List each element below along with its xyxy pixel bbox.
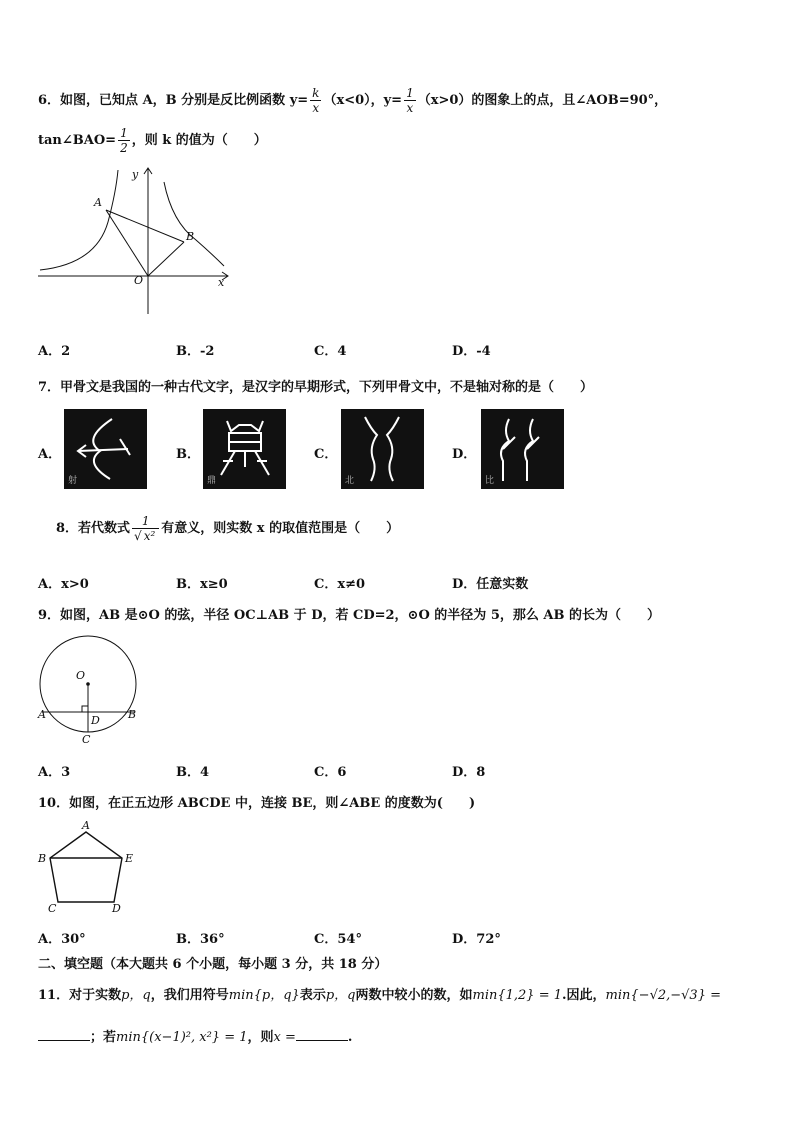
q7-option-a-label[interactable]: A． bbox=[38, 447, 62, 462]
q6-cond1: （x<0），y= bbox=[323, 93, 403, 108]
q6-question: ，则 k 的值为（ ） bbox=[131, 133, 267, 148]
section-2-heading: 二、填空题（本大题共 6 个小题，每小题 3 分，共 18 分） bbox=[38, 957, 388, 972]
q9-option-b[interactable]: B．4 bbox=[176, 765, 210, 780]
q10-option-a[interactable]: A．30° bbox=[38, 932, 86, 947]
q11-answer-blank-1[interactable] bbox=[38, 1028, 90, 1041]
q8-fraction-1-over-sqrt-x2: $\frac{1}{\text{√ x²}}$ bbox=[132, 514, 159, 543]
q7-caption-d: 比 bbox=[485, 476, 495, 486]
label-a: A bbox=[38, 708, 46, 721]
segment-ab bbox=[106, 210, 184, 242]
q10-option-b[interactable]: B．36° bbox=[176, 932, 225, 947]
q6-option-c[interactable]: C．4 bbox=[314, 344, 347, 359]
q6-fraction-1-over-2: $\frac{1}{2}$ bbox=[120, 126, 128, 155]
label-x: x bbox=[218, 276, 225, 289]
label-d: D bbox=[112, 902, 121, 915]
q8-option-d[interactable]: D．任意实数 bbox=[452, 577, 529, 592]
q11-pq2: p，q bbox=[325, 988, 356, 1003]
q11-min-expression: min{−√2,−√3} = bbox=[605, 988, 721, 1003]
label-o: O bbox=[76, 669, 86, 682]
q7-caption-b: 鼎 bbox=[207, 476, 217, 486]
center-point bbox=[86, 682, 90, 686]
segment-ob bbox=[148, 242, 184, 276]
label-o: O bbox=[134, 274, 144, 287]
q10-option-c[interactable]: C．54° bbox=[314, 932, 362, 947]
q6-tan-label: tan∠BAO= bbox=[38, 133, 117, 148]
q9-option-d[interactable]: D．8 bbox=[452, 765, 486, 780]
label-b: B bbox=[38, 852, 47, 865]
q6-cond2: （x>0）的图象上的点，且∠AOB=90°， bbox=[417, 93, 668, 108]
q11-min-symbol: min{p，q} bbox=[228, 988, 300, 1003]
q10-text: 10．如图，在正五边形 ABCDE 中，连接 BE，则∠ABE 的度数为( ) bbox=[38, 796, 476, 811]
q6-hyperbola-figure bbox=[36, 162, 236, 320]
q11-part1: 11．对于实数 bbox=[38, 988, 122, 1003]
oracle-glyph-bei-image[interactable] bbox=[341, 409, 424, 489]
oracle-glyph-she-image[interactable] bbox=[64, 409, 147, 489]
q6-fraction-k-over-x: $\frac{k}{x}$ bbox=[312, 86, 320, 115]
q10-pentagon-figure bbox=[36, 818, 140, 916]
q7-text: 7．甲骨文是我国的一种古代文字，是汉字的早期形式，下列甲骨文中，不是轴对称的是（ ） bbox=[38, 380, 594, 395]
q7-caption-a: 射 bbox=[68, 476, 78, 486]
q11-if: ；若 bbox=[90, 1030, 117, 1045]
q6-option-a[interactable]: A．2 bbox=[38, 344, 71, 359]
q11-then: ，则 bbox=[247, 1030, 274, 1045]
oracle-glyph-ding-image[interactable] bbox=[203, 409, 286, 489]
q11-part3: 表示 bbox=[299, 988, 326, 1003]
q11-answer-blank-2[interactable] bbox=[296, 1028, 348, 1041]
q11-part5: .因此， bbox=[562, 988, 606, 1003]
label-y: y bbox=[132, 168, 139, 181]
q11-example: min{1,2} = 1 bbox=[472, 988, 563, 1003]
segment-oa bbox=[106, 210, 148, 276]
q8-suffix: 有意义，则实数 x 的取值范围是（ ） bbox=[161, 521, 400, 536]
label-a: A bbox=[94, 196, 102, 209]
q8-option-c[interactable]: C．x≠0 bbox=[314, 577, 366, 592]
label-e: E bbox=[125, 852, 134, 865]
q11-part2: ，我们用符号 bbox=[150, 988, 229, 1003]
sqrt-sign-icon: √ bbox=[134, 529, 142, 543]
label-a: A bbox=[82, 819, 90, 832]
q9-text: 9．如图，AB 是⊙O 的弦，半径 OC⊥AB 于 D，若 CD=2，⊙O 的半径为 5，那么 AB 的长为（ ） bbox=[38, 608, 660, 623]
q11-period: . bbox=[347, 1030, 353, 1045]
q8-option-b[interactable]: B．x≥0 bbox=[176, 577, 228, 592]
q11-line1 bbox=[38, 984, 721, 1003]
q9-circle-figure bbox=[36, 632, 140, 746]
label-b: B bbox=[186, 230, 195, 243]
q8-prefix: 8．若代数式 bbox=[56, 521, 131, 536]
q6-line1 bbox=[38, 86, 667, 115]
q6-prefix: 6．如图，已知点 A，B 分别是反比例函数 y= bbox=[38, 93, 309, 108]
q8-option-a[interactable]: A．x>0 bbox=[38, 577, 89, 592]
q6-fraction-1-over-x: $\frac{1}{x}$ bbox=[406, 86, 414, 115]
label-c: C bbox=[48, 902, 57, 915]
pentagon-abcde bbox=[50, 832, 122, 902]
q11-x-equals: x = bbox=[273, 1030, 296, 1045]
label-d: D bbox=[91, 714, 100, 727]
q11-condition: min{(x−1)², x²} = 1 bbox=[116, 1030, 248, 1045]
q7-option-d-label[interactable]: D． bbox=[452, 447, 477, 462]
left-hyperbola-branch bbox=[40, 170, 118, 270]
right-angle-mark bbox=[82, 706, 88, 712]
q8-radicand: x² bbox=[143, 529, 156, 543]
oracle-glyph-bi-image[interactable] bbox=[481, 409, 564, 489]
q9-option-c[interactable]: C．6 bbox=[314, 765, 347, 780]
q7-option-b-label[interactable]: B． bbox=[176, 447, 200, 462]
q11-pq: p，q bbox=[121, 988, 151, 1003]
q6-option-b[interactable]: B．-2 bbox=[176, 344, 215, 359]
q11-line2 bbox=[38, 1026, 352, 1045]
q9-option-a[interactable]: A．3 bbox=[38, 765, 71, 780]
q10-option-d[interactable]: D．72° bbox=[452, 932, 501, 947]
label-c: C bbox=[82, 733, 91, 746]
q7-caption-c: 北 bbox=[345, 476, 355, 486]
right-hyperbola-branch bbox=[164, 182, 224, 266]
q6-line2 bbox=[38, 126, 267, 155]
label-b: B bbox=[128, 708, 137, 721]
q7-option-c-label[interactable]: C． bbox=[314, 447, 338, 462]
q11-part4: 两数中较小的数，如 bbox=[355, 988, 473, 1003]
q6-option-d[interactable]: D．-4 bbox=[452, 344, 491, 359]
q8-text bbox=[56, 514, 399, 543]
